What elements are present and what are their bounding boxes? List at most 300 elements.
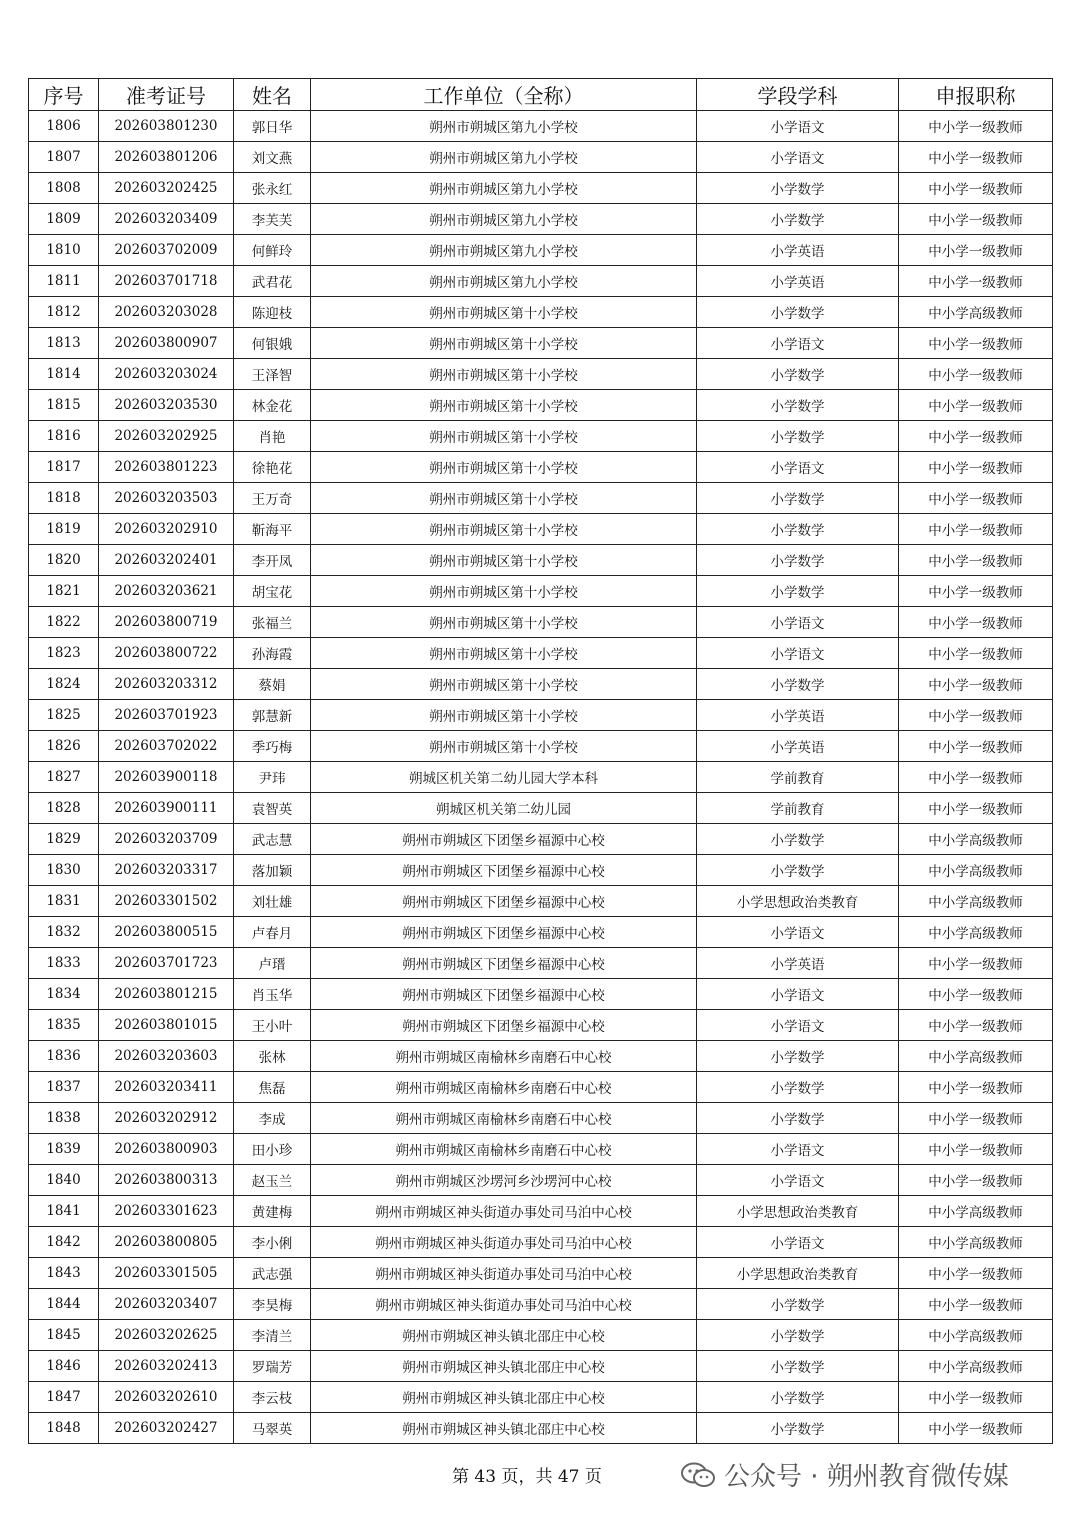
watermark-text: 公众号 · 朔州教育微传媒	[724, 1462, 1009, 1492]
cell-index: 1830	[29, 855, 99, 886]
table-row	[29, 111, 1053, 142]
table-row	[29, 235, 1053, 266]
cell-index: 1826	[29, 731, 99, 762]
table-row	[29, 1165, 1053, 1196]
cell-workplace: 朔州市朔城区神头街道办事处司马泊中心校	[311, 1258, 697, 1289]
cell-index: 1827	[29, 762, 99, 793]
cell-name: 赵玉兰	[234, 1165, 311, 1196]
cell-title: 中小学一级教师	[899, 111, 1053, 142]
cell-title: 中小学一级教师	[899, 1258, 1053, 1289]
cell-index: 1842	[29, 1227, 99, 1258]
cell-exam-id: 202603203530	[99, 390, 234, 421]
cell-exam-id: 202603800515	[99, 917, 234, 948]
cell-name: 郭慧新	[234, 700, 311, 731]
cell-subject: 小学数学	[697, 855, 899, 886]
cell-subject: 小学数学	[697, 1320, 899, 1351]
cell-workplace: 朔州市朔城区南榆林乡南磨石中心校	[311, 1103, 697, 1134]
cell-index: 1825	[29, 700, 99, 731]
cell-subject: 小学数学	[697, 1382, 899, 1413]
table-row	[29, 886, 1053, 917]
table-row	[29, 607, 1053, 638]
cell-subject: 小学思想政治类教育	[697, 1196, 899, 1227]
table-row	[29, 328, 1053, 359]
cell-exam-id: 202603702022	[99, 731, 234, 762]
cell-workplace: 朔州市朔城区神头镇北邵庄中心校	[311, 1413, 697, 1444]
cell-title: 中小学一级教师	[899, 1134, 1053, 1165]
cell-index: 1832	[29, 917, 99, 948]
cell-subject: 小学数学	[697, 204, 899, 235]
cell-exam-id: 202603800805	[99, 1227, 234, 1258]
cell-subject: 小学语文	[697, 638, 899, 669]
cell-subject: 小学数学	[697, 359, 899, 390]
cell-workplace: 朔州市朔城区第十小学校	[311, 452, 697, 483]
cell-title: 中小学高级教师	[899, 886, 1053, 917]
cell-name: 李芙芙	[234, 204, 311, 235]
cell-exam-id: 202603202910	[99, 514, 234, 545]
cell-name: 罗瑞芳	[234, 1351, 311, 1382]
cell-index: 1843	[29, 1258, 99, 1289]
cell-title: 中小学一级教师	[899, 576, 1053, 607]
cell-index: 1833	[29, 948, 99, 979]
cell-subject: 小学语文	[697, 328, 899, 359]
cell-name: 李昊梅	[234, 1289, 311, 1320]
cell-workplace: 朔州市朔城区第十小学校	[311, 576, 697, 607]
cell-index: 1831	[29, 886, 99, 917]
cell-name: 张永红	[234, 173, 311, 204]
cell-title: 中小学一级教师	[899, 328, 1053, 359]
cell-name: 季巧梅	[234, 731, 311, 762]
cell-subject: 小学数学	[697, 1351, 899, 1382]
cell-name: 何鲜玲	[234, 235, 311, 266]
cell-exam-id: 202603701923	[99, 700, 234, 731]
cell-exam-id: 202603801206	[99, 142, 234, 173]
cell-exam-id: 202603701723	[99, 948, 234, 979]
cell-name: 李开凤	[234, 545, 311, 576]
cell-subject: 小学英语	[697, 948, 899, 979]
cell-workplace: 朔州市朔城区神头镇北邵庄中心校	[311, 1320, 697, 1351]
cell-subject: 小学数学	[697, 545, 899, 576]
cell-exam-id: 202603900118	[99, 762, 234, 793]
wechat-icon	[680, 1462, 716, 1488]
table-row	[29, 1041, 1053, 1072]
table-body	[29, 111, 1053, 1444]
cell-index: 1840	[29, 1165, 99, 1196]
cell-title: 中小学一级教师	[899, 638, 1053, 669]
cell-subject: 小学数学	[697, 514, 899, 545]
cell-index: 1823	[29, 638, 99, 669]
cell-exam-id: 202603702009	[99, 235, 234, 266]
header-name: 姓名	[234, 79, 311, 111]
cell-exam-id: 202603301502	[99, 886, 234, 917]
cell-workplace: 朔州市朔城区第九小学校	[311, 142, 697, 173]
cell-subject: 小学数学	[697, 576, 899, 607]
table-row	[29, 1134, 1053, 1165]
cell-title: 中小学一级教师	[899, 173, 1053, 204]
cell-name: 蔡娟	[234, 669, 311, 700]
cell-name: 王泽智	[234, 359, 311, 390]
cell-name: 肖玉华	[234, 979, 311, 1010]
cell-workplace: 朔州市朔城区第十小学校	[311, 421, 697, 452]
table-row	[29, 824, 1053, 855]
cell-subject: 小学数学	[697, 483, 899, 514]
cell-title: 中小学一级教师	[899, 359, 1053, 390]
cell-workplace: 朔州市朔城区第十小学校	[311, 390, 697, 421]
header-subject: 学段学科	[697, 79, 899, 111]
cell-subject: 小学语文	[697, 917, 899, 948]
table-row	[29, 1196, 1053, 1227]
cell-subject: 小学数学	[697, 1413, 899, 1444]
cell-subject: 小学语文	[697, 1010, 899, 1041]
cell-subject: 小学语文	[697, 111, 899, 142]
cell-workplace: 朔州市朔城区第十小学校	[311, 545, 697, 576]
cell-name: 李小俐	[234, 1227, 311, 1258]
cell-name: 张林	[234, 1041, 311, 1072]
cell-subject: 小学语文	[697, 142, 899, 173]
cell-name: 尹玮	[234, 762, 311, 793]
cell-title: 中小学一级教师	[899, 1413, 1053, 1444]
cell-subject: 小学数学	[697, 421, 899, 452]
table-row	[29, 1072, 1053, 1103]
cell-workplace: 朔州市朔城区第十小学校	[311, 483, 697, 514]
cell-exam-id: 202603800719	[99, 607, 234, 638]
cell-workplace: 朔州市朔城区第十小学校	[311, 638, 697, 669]
cell-subject: 小学数学	[697, 173, 899, 204]
cell-name: 张福兰	[234, 607, 311, 638]
cell-workplace: 朔州市朔城区神头街道办事处司马泊中心校	[311, 1289, 697, 1320]
cell-index: 1839	[29, 1134, 99, 1165]
cell-title: 中小学一级教师	[899, 762, 1053, 793]
cell-exam-id: 202603801223	[99, 452, 234, 483]
cell-index: 1821	[29, 576, 99, 607]
cell-subject: 小学数学	[697, 1041, 899, 1072]
table-row	[29, 1413, 1053, 1444]
cell-index: 1835	[29, 1010, 99, 1041]
cell-title: 中小学高级教师	[899, 1196, 1053, 1227]
cell-workplace: 朔州市朔城区下团堡乡福源中心校	[311, 948, 697, 979]
cell-index: 1841	[29, 1196, 99, 1227]
cell-workplace: 朔州市朔城区下团堡乡福源中心校	[311, 824, 697, 855]
cell-exam-id: 202603202610	[99, 1382, 234, 1413]
cell-subject: 小学语文	[697, 1227, 899, 1258]
cell-title: 中小学一级教师	[899, 235, 1053, 266]
cell-name: 李云枝	[234, 1382, 311, 1413]
cell-workplace: 朔州市朔城区下团堡乡福源中心校	[311, 1010, 697, 1041]
cell-exam-id: 202603203028	[99, 297, 234, 328]
cell-exam-id: 202603801230	[99, 111, 234, 142]
cell-subject: 小学数学	[697, 669, 899, 700]
cell-workplace: 朔州市朔城区第九小学校	[311, 266, 697, 297]
cell-workplace: 朔州市朔城区南榆林乡南磨石中心校	[311, 1134, 697, 1165]
cell-workplace: 朔州市朔城区沙塄河乡沙塄河中心校	[311, 1165, 697, 1196]
cell-exam-id: 202603202625	[99, 1320, 234, 1351]
cell-workplace: 朔州市朔城区下团堡乡福源中心校	[311, 855, 697, 886]
table-row	[29, 731, 1053, 762]
cell-index: 1806	[29, 111, 99, 142]
cell-title: 中小学一级教师	[899, 700, 1053, 731]
cell-exam-id: 202603203407	[99, 1289, 234, 1320]
cell-index: 1844	[29, 1289, 99, 1320]
cell-subject: 小学英语	[697, 266, 899, 297]
cell-title: 中小学一级教师	[899, 731, 1053, 762]
table-row	[29, 1010, 1053, 1041]
cell-subject: 小学语文	[697, 979, 899, 1010]
cell-title: 中小学一级教师	[899, 1382, 1053, 1413]
cell-index: 1824	[29, 669, 99, 700]
cell-title: 中小学一级教师	[899, 669, 1053, 700]
cell-name: 陈迎枝	[234, 297, 311, 328]
cell-name: 卢春月	[234, 917, 311, 948]
cell-workplace: 朔州市朔城区第十小学校	[311, 731, 697, 762]
cell-workplace: 朔城区机关第二幼儿园	[311, 793, 697, 824]
cell-title: 中小学一级教师	[899, 979, 1053, 1010]
table-row	[29, 545, 1053, 576]
table-row	[29, 514, 1053, 545]
cell-workplace: 朔州市朔城区第十小学校	[311, 328, 697, 359]
cell-title: 中小学一级教师	[899, 266, 1053, 297]
cell-workplace: 朔州市朔城区第九小学校	[311, 111, 697, 142]
table-row	[29, 948, 1053, 979]
cell-subject: 小学数学	[697, 824, 899, 855]
cell-subject: 小学语文	[697, 1165, 899, 1196]
cell-workplace: 朔州市朔城区神头街道办事处司马泊中心校	[311, 1227, 697, 1258]
cell-exam-id: 202603203603	[99, 1041, 234, 1072]
cell-index: 1811	[29, 266, 99, 297]
cell-title: 中小学高级教师	[899, 855, 1053, 886]
cell-title: 中小学一级教师	[899, 452, 1053, 483]
cell-index: 1814	[29, 359, 99, 390]
cell-title: 中小学一级教师	[899, 483, 1053, 514]
cell-index: 1829	[29, 824, 99, 855]
cell-exam-id: 202603800313	[99, 1165, 234, 1196]
cell-title: 中小学一级教师	[899, 514, 1053, 545]
cell-workplace: 朔州市朔城区第九小学校	[311, 173, 697, 204]
cell-subject: 小学英语	[697, 700, 899, 731]
cell-exam-id: 202603701718	[99, 266, 234, 297]
cell-name: 王小叶	[234, 1010, 311, 1041]
table-row	[29, 855, 1053, 886]
cell-index: 1807	[29, 142, 99, 173]
table-row	[29, 173, 1053, 204]
cell-exam-id: 202603203024	[99, 359, 234, 390]
table-row	[29, 359, 1053, 390]
header-exam-id: 准考证号	[99, 79, 234, 111]
cell-subject: 小学数学	[697, 1289, 899, 1320]
cell-title: 中小学一级教师	[899, 1103, 1053, 1134]
cell-name: 靳海平	[234, 514, 311, 545]
cell-title: 中小学一级教师	[899, 545, 1053, 576]
cell-workplace: 朔州市朔城区第九小学校	[311, 235, 697, 266]
cell-exam-id: 202603202925	[99, 421, 234, 452]
table-row	[29, 979, 1053, 1010]
cell-name: 武志强	[234, 1258, 311, 1289]
page-footer	[0, 1462, 1080, 1492]
cell-index: 1846	[29, 1351, 99, 1382]
cell-exam-id: 202603800722	[99, 638, 234, 669]
cell-index: 1818	[29, 483, 99, 514]
cell-index: 1837	[29, 1072, 99, 1103]
cell-subject: 小学思想政治类教育	[697, 886, 899, 917]
cell-exam-id: 202603203312	[99, 669, 234, 700]
cell-workplace: 朔城区机关第二幼儿园大学本科	[311, 762, 697, 793]
cell-index: 1812	[29, 297, 99, 328]
cell-title: 中小学一级教师	[899, 607, 1053, 638]
table-row	[29, 762, 1053, 793]
header-title: 申报职称	[899, 79, 1053, 111]
table-row	[29, 266, 1053, 297]
cell-subject: 小学英语	[697, 731, 899, 762]
cell-title: 中小学一级教师	[899, 1165, 1053, 1196]
cell-subject: 小学语文	[697, 607, 899, 638]
cell-index: 1820	[29, 545, 99, 576]
cell-name: 肖艳	[234, 421, 311, 452]
cell-name: 郭日华	[234, 111, 311, 142]
table-row	[29, 421, 1053, 452]
table-row	[29, 1227, 1053, 1258]
cell-exam-id: 202603202427	[99, 1413, 234, 1444]
cell-workplace: 朔州市朔城区第十小学校	[311, 669, 697, 700]
cell-exam-id: 202603301505	[99, 1258, 234, 1289]
cell-name: 王万奇	[234, 483, 311, 514]
table-row	[29, 1289, 1053, 1320]
cell-name: 李清兰	[234, 1320, 311, 1351]
table-row	[29, 793, 1053, 824]
watermark	[680, 1456, 1009, 1493]
cell-subject: 小学数学	[697, 1072, 899, 1103]
cell-name: 武志慧	[234, 824, 311, 855]
cell-index: 1838	[29, 1103, 99, 1134]
cell-workplace: 朔州市朔城区第九小学校	[311, 204, 697, 235]
cell-name: 落加颖	[234, 855, 311, 886]
cell-title: 中小学高级教师	[899, 1351, 1053, 1382]
candidate-table	[28, 78, 1053, 1444]
table-row	[29, 917, 1053, 948]
cell-title: 中小学高级教师	[899, 824, 1053, 855]
cell-exam-id: 202603301623	[99, 1196, 234, 1227]
cell-exam-id: 202603202413	[99, 1351, 234, 1382]
cell-exam-id: 202603203317	[99, 855, 234, 886]
cell-name: 袁智英	[234, 793, 311, 824]
cell-name: 胡宝花	[234, 576, 311, 607]
cell-workplace: 朔州市朔城区下团堡乡福源中心校	[311, 886, 697, 917]
cell-subject: 小学数学	[697, 1103, 899, 1134]
cell-exam-id: 202603800903	[99, 1134, 234, 1165]
cell-name: 焦磊	[234, 1072, 311, 1103]
cell-subject: 小学数学	[697, 390, 899, 421]
cell-title: 中小学高级教师	[899, 297, 1053, 328]
header-index: 序号	[29, 79, 99, 111]
cell-index: 1834	[29, 979, 99, 1010]
table-row	[29, 483, 1053, 514]
cell-workplace: 朔州市朔城区第十小学校	[311, 607, 697, 638]
table-row	[29, 142, 1053, 173]
cell-title: 中小学一级教师	[899, 793, 1053, 824]
cell-workplace: 朔州市朔城区南榆林乡南磨石中心校	[311, 1041, 697, 1072]
cell-title: 中小学一级教师	[899, 1289, 1053, 1320]
cell-index: 1808	[29, 173, 99, 204]
cell-title: 中小学一级教师	[899, 948, 1053, 979]
table-row	[29, 700, 1053, 731]
cell-index: 1836	[29, 1041, 99, 1072]
cell-title: 中小学高级教师	[899, 917, 1053, 948]
cell-title: 中小学高级教师	[899, 1041, 1053, 1072]
cell-subject: 学前教育	[697, 793, 899, 824]
cell-index: 1819	[29, 514, 99, 545]
cell-exam-id: 202603900111	[99, 793, 234, 824]
cell-index: 1817	[29, 452, 99, 483]
cell-name: 何银娥	[234, 328, 311, 359]
cell-workplace: 朔州市朔城区第十小学校	[311, 297, 697, 328]
cell-exam-id: 202603203411	[99, 1072, 234, 1103]
cell-name: 徐艳花	[234, 452, 311, 483]
cell-workplace: 朔州市朔城区下团堡乡福源中心校	[311, 917, 697, 948]
cell-exam-id: 202603801015	[99, 1010, 234, 1041]
header-workplace: 工作单位（全称）	[311, 79, 697, 111]
cell-index: 1816	[29, 421, 99, 452]
table-row	[29, 1103, 1053, 1134]
cell-subject: 小学思想政治类教育	[697, 1258, 899, 1289]
table-row	[29, 576, 1053, 607]
table-row	[29, 297, 1053, 328]
table-row	[29, 1320, 1053, 1351]
cell-workplace: 朔州市朔城区神头街道办事处司马泊中心校	[311, 1196, 697, 1227]
cell-subject: 学前教育	[697, 762, 899, 793]
cell-name: 黄建梅	[234, 1196, 311, 1227]
cell-name: 马翠英	[234, 1413, 311, 1444]
cell-index: 1847	[29, 1382, 99, 1413]
cell-name: 卢瑨	[234, 948, 311, 979]
cell-subject: 小学英语	[697, 235, 899, 266]
cell-workplace: 朔州市朔城区神头镇北邵庄中心校	[311, 1382, 697, 1413]
cell-title: 中小学一级教师	[899, 1010, 1053, 1041]
cell-name: 刘壮雄	[234, 886, 311, 917]
cell-subject: 小学语文	[697, 1134, 899, 1165]
cell-title: 中小学一级教师	[899, 390, 1053, 421]
cell-index: 1813	[29, 328, 99, 359]
cell-title: 中小学一级教师	[899, 421, 1053, 452]
cell-title: 中小学一级教师	[899, 204, 1053, 235]
cell-name: 田小珍	[234, 1134, 311, 1165]
table-row	[29, 1382, 1053, 1413]
cell-name: 孙海霞	[234, 638, 311, 669]
cell-exam-id: 202603203503	[99, 483, 234, 514]
table-row	[29, 1351, 1053, 1382]
cell-name: 武君花	[234, 266, 311, 297]
cell-exam-id: 202603203409	[99, 204, 234, 235]
cell-title: 中小学一级教师	[899, 142, 1053, 173]
page-number: 第 43 页，共 47 页	[452, 1467, 602, 1487]
cell-name: 林金花	[234, 390, 311, 421]
table-row	[29, 669, 1053, 700]
cell-index: 1845	[29, 1320, 99, 1351]
cell-exam-id: 202603202912	[99, 1103, 234, 1134]
cell-subject: 小学语文	[697, 452, 899, 483]
cell-index: 1822	[29, 607, 99, 638]
cell-index: 1848	[29, 1413, 99, 1444]
cell-index: 1809	[29, 204, 99, 235]
cell-exam-id: 202603202401	[99, 545, 234, 576]
cell-exam-id: 202603800907	[99, 328, 234, 359]
cell-exam-id: 202603801215	[99, 979, 234, 1010]
cell-workplace: 朔州市朔城区神头镇北邵庄中心校	[311, 1351, 697, 1382]
table-row	[29, 204, 1053, 235]
cell-index: 1810	[29, 235, 99, 266]
cell-name: 刘文燕	[234, 142, 311, 173]
cell-title: 中小学高级教师	[899, 1227, 1053, 1258]
table-row	[29, 452, 1053, 483]
table-row	[29, 1258, 1053, 1289]
cell-index: 1828	[29, 793, 99, 824]
table-header-row	[29, 79, 1053, 111]
